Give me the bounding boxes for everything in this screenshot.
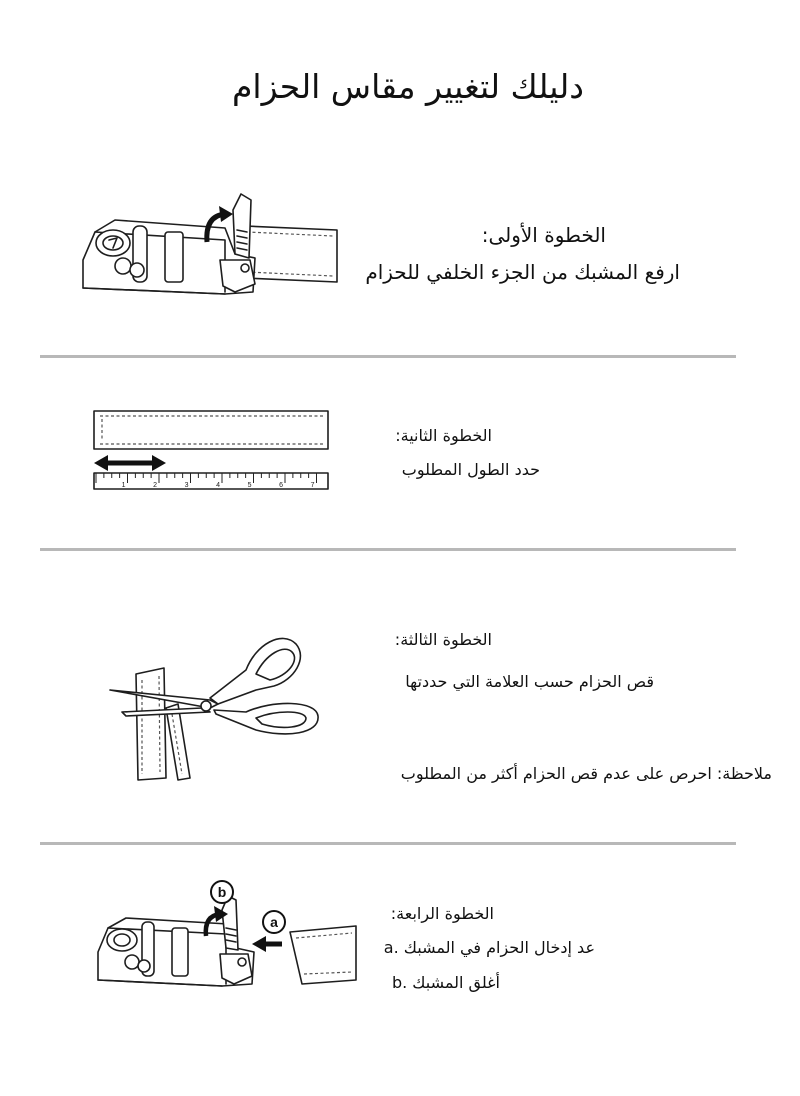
callout-a-label: a — [270, 914, 278, 930]
section-divider — [40, 842, 736, 845]
step-2-instruction: حدد الطول المطلوب — [401, 460, 540, 479]
step-4-instruction-b: أغلق المشبك .b — [391, 973, 500, 992]
step-2-illustration — [92, 405, 332, 495]
step-3-illustration — [106, 630, 326, 785]
page-title: دليلك لتغيير مقاس الحزام — [231, 67, 584, 106]
step-3-heading: الخطوة الثالثة: — [394, 630, 492, 649]
step-4-heading: الخطوة الرابعة: — [390, 904, 494, 923]
section-divider — [40, 355, 736, 358]
ruler-measure-icon — [92, 405, 332, 495]
buckle-insert-icon — [92, 878, 362, 998]
step-1-illustration — [75, 188, 345, 303]
step-2-heading: الخطوة الثانية: — [395, 426, 492, 445]
section-divider — [40, 548, 736, 551]
step-3-instruction: قص الحزام حسب العلامة التي حددتها — [405, 672, 654, 691]
step-1-heading: الخطوة الأولى: — [481, 223, 606, 247]
ruler-label: 4 — [216, 482, 220, 489]
step-1-instruction: ارفع المشبك من الجزء الخلفي للحزام — [365, 260, 680, 284]
ruler-label: 7 — [310, 482, 315, 489]
buckle-lift-icon — [75, 188, 345, 303]
step-4-instruction-a: عد إدخال الحزام في المشبك .a — [383, 938, 595, 957]
ruler-label: 3 — [184, 482, 189, 489]
ruler-label: 6 — [279, 482, 283, 489]
scissors-cut-icon — [106, 630, 326, 785]
step-3-note: ملاحظة: احرص على عدم قص الحزام أكثر من المطلوب — [400, 764, 772, 783]
ruler-label: 1 — [121, 482, 126, 489]
ruler-label: 5 — [247, 482, 252, 489]
callout-b-label: b — [217, 884, 227, 900]
ruler-label: 2 — [153, 482, 157, 489]
step-4-illustration — [92, 878, 362, 998]
